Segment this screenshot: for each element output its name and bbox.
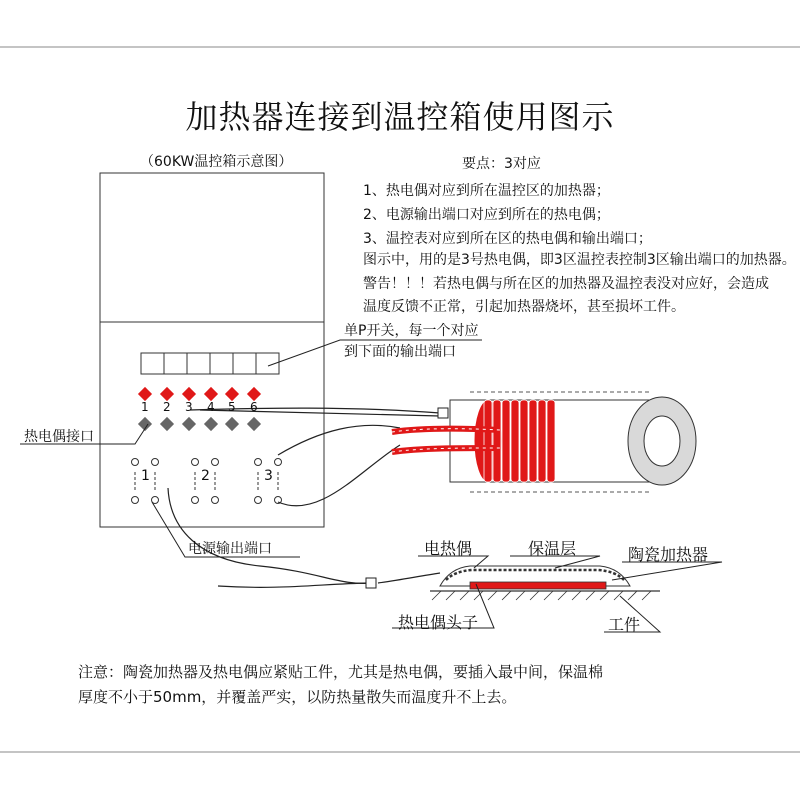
thermocouple-number: 2: [163, 400, 171, 414]
control-box-caption: （60KW温控箱示意图）: [140, 154, 293, 170]
control-box: [100, 173, 324, 527]
switch-terminal: [152, 459, 159, 466]
cross-section: [430, 566, 660, 600]
output-number: 1: [141, 468, 150, 484]
thermocouple-connector-bottom: [366, 578, 376, 588]
ceramic-heater-label: 陶瓷加热器: [628, 545, 709, 564]
key-points-heading: 要点：3对应: [462, 156, 541, 172]
switch-terminal: [192, 459, 199, 466]
note-line: 厚度不小于50mm，并覆盖严实，以防热量散失而温度升不上去。: [78, 688, 517, 706]
heater-band: [493, 400, 501, 482]
note-line: 注意：陶瓷加热器及热电偶应紧贴工件，尤其是热电偶，要插入最中间，保温棉: [78, 663, 604, 681]
heater-band: [520, 400, 528, 482]
heater-band: [547, 400, 555, 482]
key-point-line: 3、温控表对应到所在区的热电偶和输出端口；: [363, 231, 652, 247]
heater-band: [529, 400, 537, 482]
thermocouple-number: 1: [141, 400, 149, 414]
heater-band: [484, 400, 492, 482]
power-output-port-label: 电源输出端口: [188, 541, 272, 557]
switch-terminal: [192, 497, 199, 504]
workpiece-label: 工件: [608, 615, 641, 634]
workpiece-hatch: [432, 591, 651, 600]
heater-band: [511, 400, 519, 482]
thermocouple-label: 电热偶: [424, 539, 473, 558]
heater-band: [538, 400, 546, 482]
insulation-label: 保温层: [528, 539, 577, 558]
switch-terminal: [212, 459, 219, 466]
thermocouple-number: 3: [185, 400, 193, 414]
thermocouple-wire-d: [378, 573, 440, 583]
controller-display-row: [141, 353, 279, 374]
output-number: 2: [201, 468, 210, 484]
warning-line: 警告！！！若热电偶与所在区的加热器及温控表没对应好，会造成: [363, 276, 769, 292]
switch-note-line: 单P开关，每一个对应: [344, 323, 479, 339]
thermocouple-connector: [438, 408, 448, 418]
key-point-line: 2、电源输出端口对应到所在的热电偶；: [363, 207, 610, 223]
page-title: 加热器连接到温控箱使用图示: [185, 98, 615, 136]
key-point-line: 1、热电偶对应到所在温控区的加热器；: [363, 183, 610, 199]
switch-terminal: [132, 497, 139, 504]
thermocouple-wire-c: [218, 583, 368, 587]
warning-line: 温度反馈不正常，引起加热器烧坏，甚至损坏工件。: [363, 299, 685, 315]
switch-terminal: [275, 459, 282, 466]
key-point-line: 图示中，用的是3号热电偶，即3区温控表控制3区输出端口的加热器。: [363, 252, 796, 268]
thermocouple-number: 4: [207, 400, 215, 414]
thermocouple-number: 6: [250, 400, 258, 414]
thermocouple-head-label: 热电偶头子: [398, 613, 479, 632]
switch-terminal: [255, 459, 262, 466]
thermocouple-number: 5: [228, 400, 236, 414]
ceramic-heater-bands: [474, 400, 555, 482]
switch-terminal: [212, 497, 219, 504]
heater-strip: [470, 582, 606, 589]
switch-terminal: [255, 497, 262, 504]
switch-note-line: 到下面的输出端口: [344, 344, 456, 360]
switch-terminal: [132, 459, 139, 466]
thermocouple-port-label: 热电偶接口: [24, 429, 94, 445]
heater-band: [502, 400, 510, 482]
output-number: 3: [264, 468, 273, 484]
